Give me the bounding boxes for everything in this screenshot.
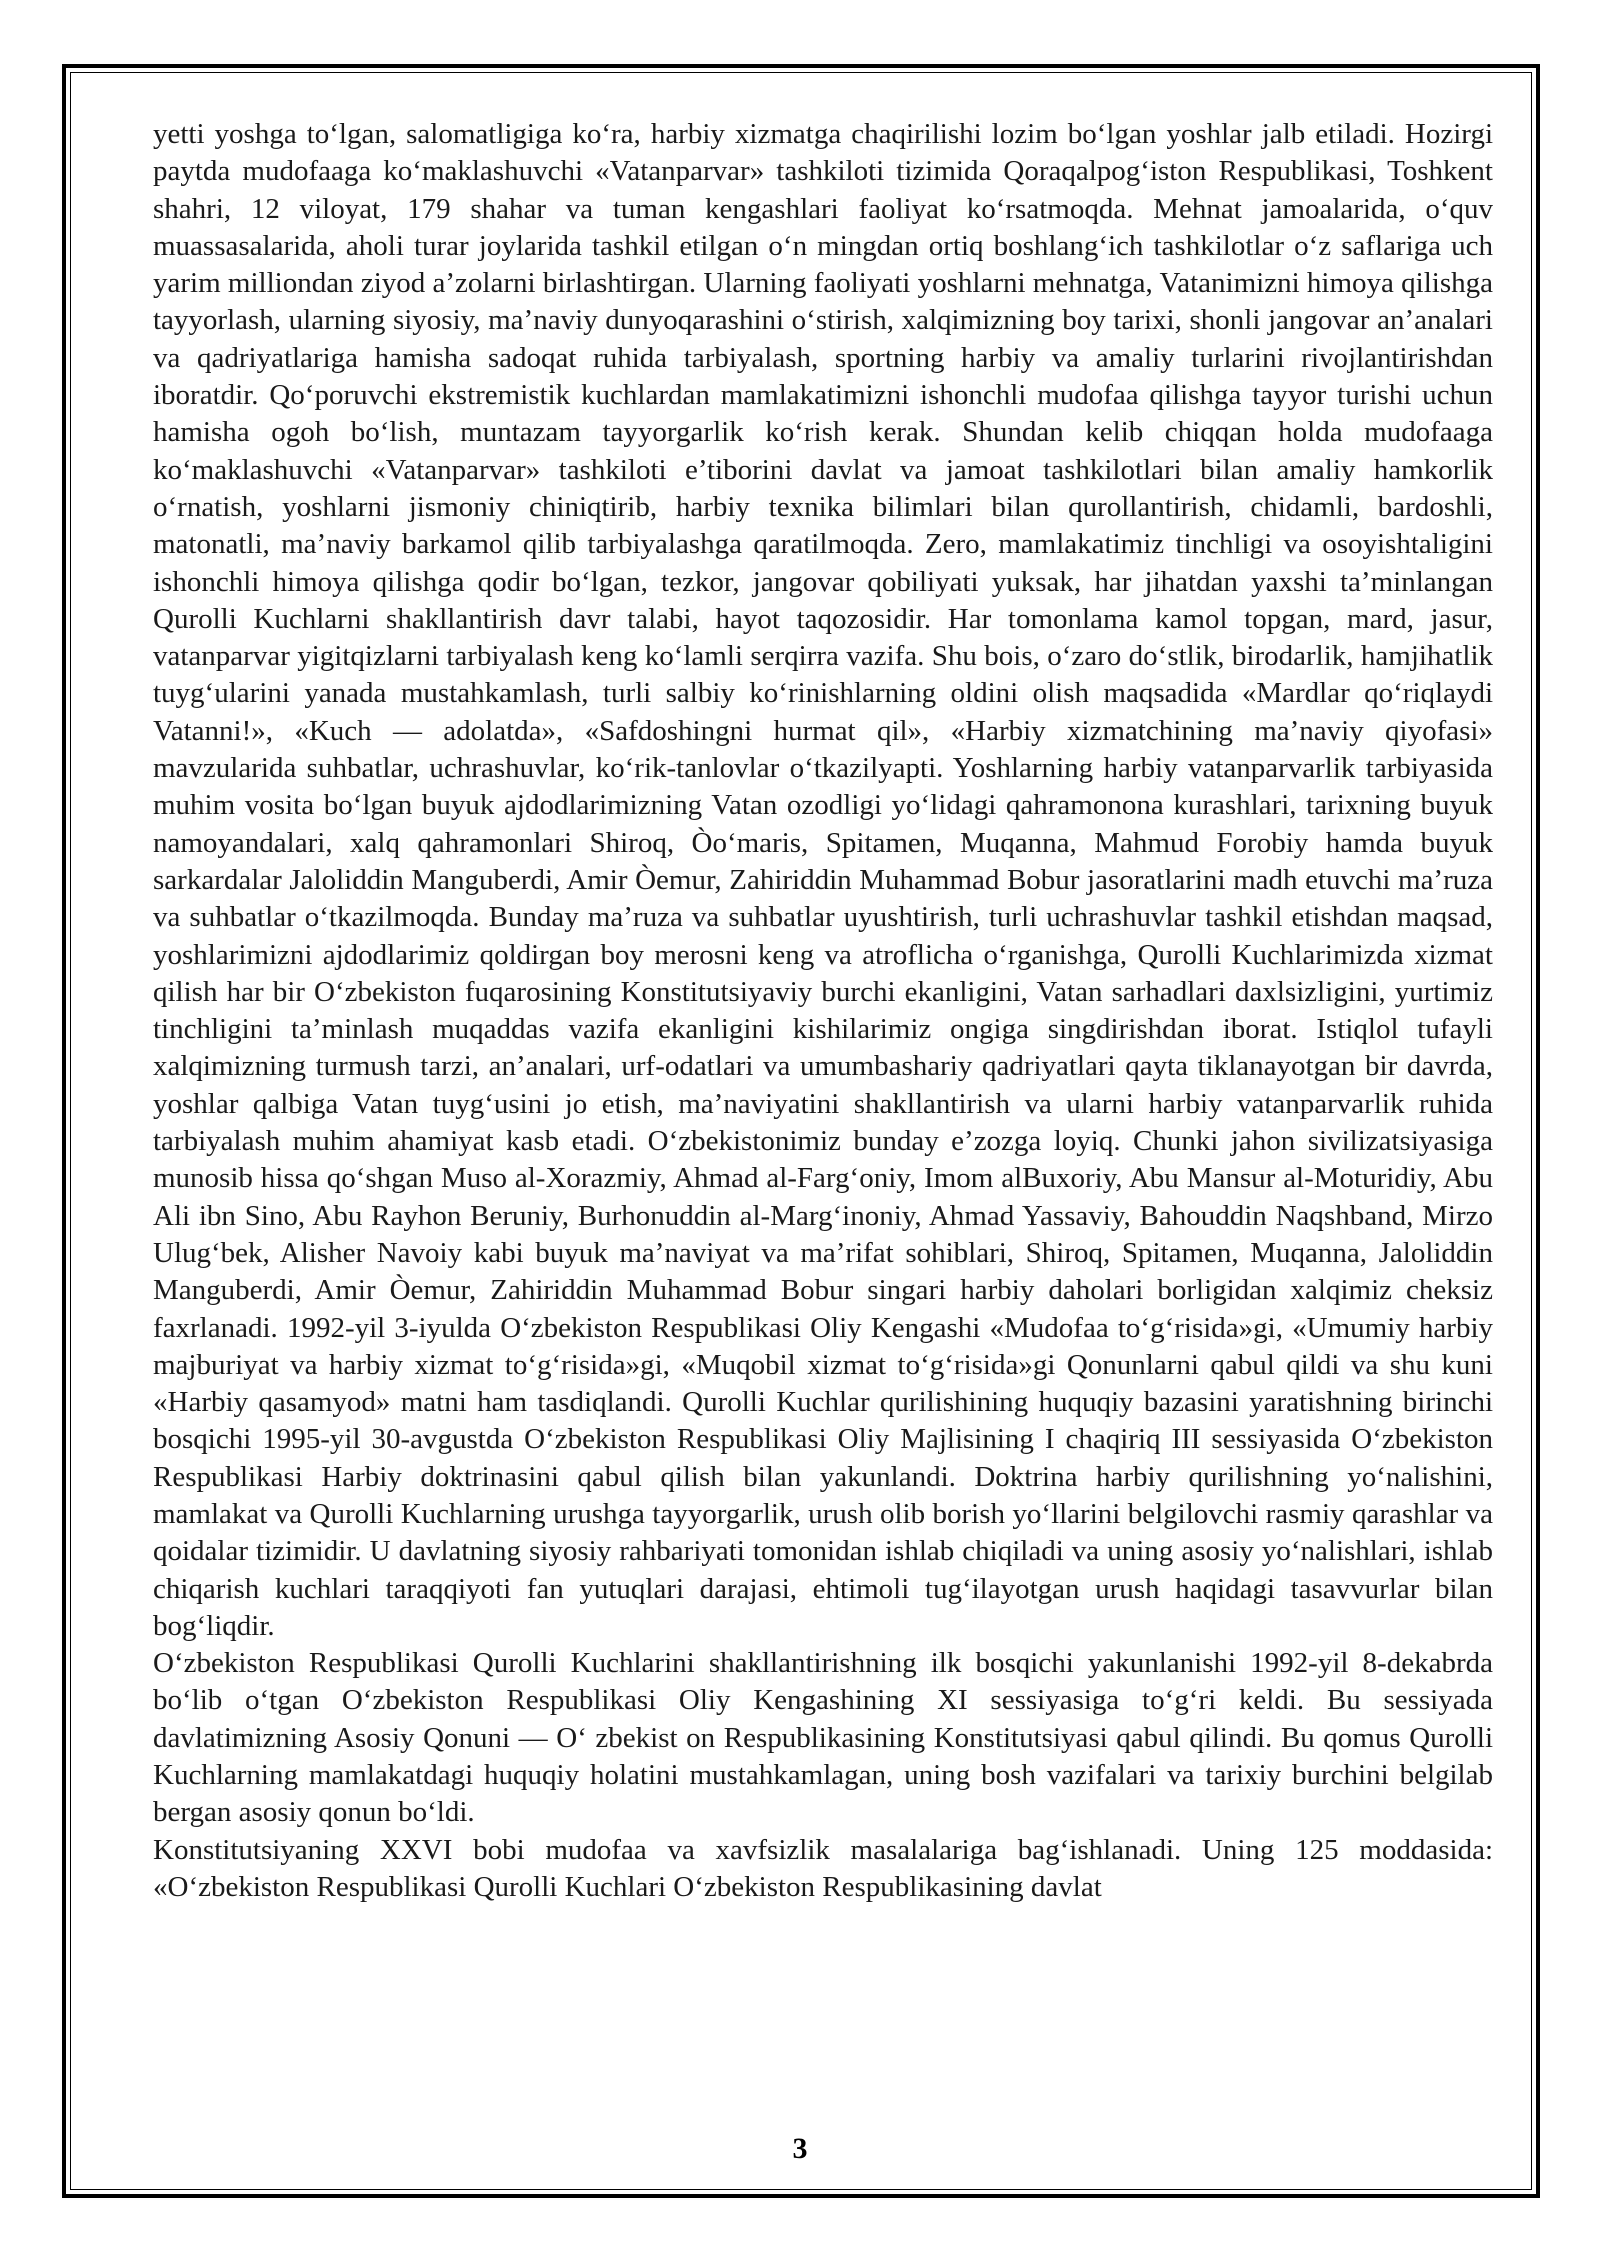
paragraph: Konstitutsiyaning XXVI bobi mudofaa va xavfsizlik masalalariga bag‘ishlanadi. Uning 125 moddasida: «O‘zbekiston Respublikasi Qurolli Kuchlari O‘zbekiston Respublikasining davlat [153, 1833, 1493, 1903]
page-number: 3 [792, 2132, 808, 2165]
paragraph: yetti yoshga to‘lgan, salomatligiga ko‘ra, harbiy xizmatga chaqirilishi lozim bo‘lgan yoshlar jalb etiladi. Hozirgi paytda mudofaaga ko‘maklashuvchi «Vatanparvar» tashkiloti tizimida Qoraqalpog‘iston Respublikasi, Toshkent shahri, 12 viloyat, 179 shahar va tuman kengashlari faoliyat ko‘rsatmoqda. Mehnat jamoalarida, o‘quv muassasalarida, aholi turar joylarida tashkil etilgan o‘n mingdan ortiq boshlang‘ich tashkilotlar o‘z saflariga uch yarim milliondan ziyod a’zolarni birlashtirgan. Ularning faoliyati yoshlarni mehnatga, Vatanimizni himoya qilishga tayyorlash, ularning siyosiy, ma’naviy dunyoqarashini o‘stirish, xalqimizning boy tarixi, shonli jangovar an’analari va qadriyatlariga hamisha sadoqat ruhida tarbiyalash, sportning harbiy va amaliy turlarini rivojlantirishdan iboratdir. Qo‘poruvchi ekstremistik kuchlardan mamlakatimizni ishonchli mudofaa qilishga tayyor turishi uchun hamisha ogoh bo‘lish, muntazam tayyorgarlik ko‘rish kerak. Shundan kelib chiqqan holda mudofaaga ko‘maklashuvchi «Vatanparvar» tashkiloti e’tiborini davlat va jamoat tashkilotlari bilan amaliy hamkorlik o‘rnatish, yoshlarni jismoniy chiniqtirib, harbiy texnika bilimlari bilan qurollantirish, chidamli, bardoshli, matonatli, ma’naviy barkamol qilib tarbiyalashga qaratilmoqda. Zero, mamlakatimiz tinchligi va osoyishtaligini ishonchli himoya qilishga qodir bo‘lgan, tezkor, jangovar qobiliyati yuksak, har jihatdan yaxshi ta’minlangan Qurolli Kuchlarni shakllantirish davr talabi, hayot taqozosidir. Har tomonlama kamol topgan, mard, jasur, vatanparvar yigitqizlarni tarbiyalash keng ko‘lamli serqirra vazifa. Shu bois, o‘zaro do‘stlik, birodarlik, hamjihatlik tuyg‘ularini yanada mustahkamlash, turli salbiy ko‘rinishlarning oldini olish maqsadida «Mardlar qo‘riqlaydi Vatanni!», «Kuch — adolatda», «Safdoshingni hurmat qil», «Harbiy xizmatchining ma’naviy qiyofasi» mavzularida suhbatlar, uchrashuvlar, ko‘rik-tanlovlar o‘tkazilyapti. Yoshlarning harbiy vatanparvarlik tarbiyasida muhim vosita bo‘lgan buyuk ajdodlarimizning Vatan ozodligi yo‘lidagi qahramonona kurashlari, tarixning buyuk namoyandalari, xalq qahramonlari Shiroq, Òo‘maris, Spitamen, Muqanna, Mahmud Forobiy hamda buyuk sarkardalar Jaloliddin Manguberdi, Amir Òemur, Zahiriddin Muhammad Bobur jasoratlarini madh etuvchi ma’ruza va suhbatlar o‘tkazilmoqda. Bunday ma’ruza va suhbatlar uyushtirish, turli uchrashuvlar tashkil etishdan maqsad, yoshlarimizni ajdodlarimiz qoldirgan boy merosni keng va atroflicha o‘rganishga, Qurolli Kuchlarimizda xizmat qilish har bir O‘zbekiston fuqarosining Konstitutsiyaviy burchi ekanligini, Vatan sarhadlari daxlsizligini, yurtimiz tinchligini ta’minlash muqaddas vazifa ekanligini kishilarimiz ongiga singdirishdan iborat. Istiqlol tufayli xalqimizning turmush tarzi, an’analari, urf-odatlari va umumbashariy qadriyatlari qayta tiklanayotgan bir davrda, yoshlar qalbiga Vatan tuyg‘usini jo etish, ma’naviyatini shakllantirish va ularni harbiy vatanparvarlik ruhida tarbiyalash muhim ahamiyat kasb etadi. O‘zbekistonimiz bunday e’zozga loyiq. Chunki jahon sivilizatsiyasiga munosib hissa qo‘shgan Muso al-Xorazmiy, Ahmad al-Farg‘oniy, Imom alBuxoriy, Abu Mansur al-Moturidiy, Abu Ali ibn Sino, Abu Rayhon Beruniy, Burhonuddin al-Marg‘inoniy, Ahmad Yassaviy, Bahouddin Naqshband, Mirzo Ulug‘bek, Alisher Navoiy kabi buyuk ma’naviyat va ma’rifat sohiblari, Shiroq, Spitamen, Muqanna, Jaloliddin Manguberdi, Amir Òemur, Zahiriddin Muhammad Bobur singari harbiy daholari borligidan xalqimiz cheksiz faxrlanadi. 1992-yil 3-iyulda O‘zbekiston Respublikasi Oliy Kengashi «Mudofaa to‘g‘risida»gi, «Umumiy harbiy majburiyat va harbiy xizmat to‘g‘risida»gi, «Muqobil xizmat to‘g‘risida»gi Qonunlarni qabul qildi va shu kuni «Harbiy qasamyod» matni ham tasdiqlandi. Qurolli Kuchlar qurilishining huquqiy bazasini yaratishning birinchi bosqichi 1995-yil 30-avgustda O‘zbekiston Respublikasi Oliy Majlisining I chaqiriq III sessiyasida O‘zbekiston Respublikasi Harbiy doktrinasini qabul qilish bilan yakunlandi. Doktrina harbiy qurilishning yo‘nalishini, mamlakat va Qurolli Kuchlarning urushga tayyorgarlik, urush olib borish yo‘llarini belgilovchi rasmiy qarashlar va qoidalar tizimidir. U davlatning siyosiy rahbariyati tomonidan ishlab chiqiladi va uning asosiy yo‘nalishlari, ishlab chiqarish kuchlari taraqqiyoti fan yutuqlari darajasi, ehtimoli tug‘ilayotgan urush haqidagi tasavvurlar bilan bog‘liqdir. [153, 118, 1493, 1642]
paragraph: O‘zbekiston Respublikasi Qurolli Kuchlarini shakllantirishning ilk bosqichi yakunlanishi 1992-yil 8-dekabrda bo‘lib o‘tgan O‘zbekiston Respublikasi Oliy Kengashining XI sessiyasiga to‘g‘ri keldi. Bu sessiyada davlatimizning Asosiy Qonuni — O‘ zbekist on Respublikasining Konstitutsiyasi qabul qilindi. Bu qomus Qurolli Kuchlarning mamlakatdagi huquqiy holatini mustahkamlagan, uning bosh vazifalari va tarixiy burchini belgilab bergan asosiy qonun bo‘ldi. [153, 1647, 1493, 1829]
page-body [153, 116, 1493, 1906]
